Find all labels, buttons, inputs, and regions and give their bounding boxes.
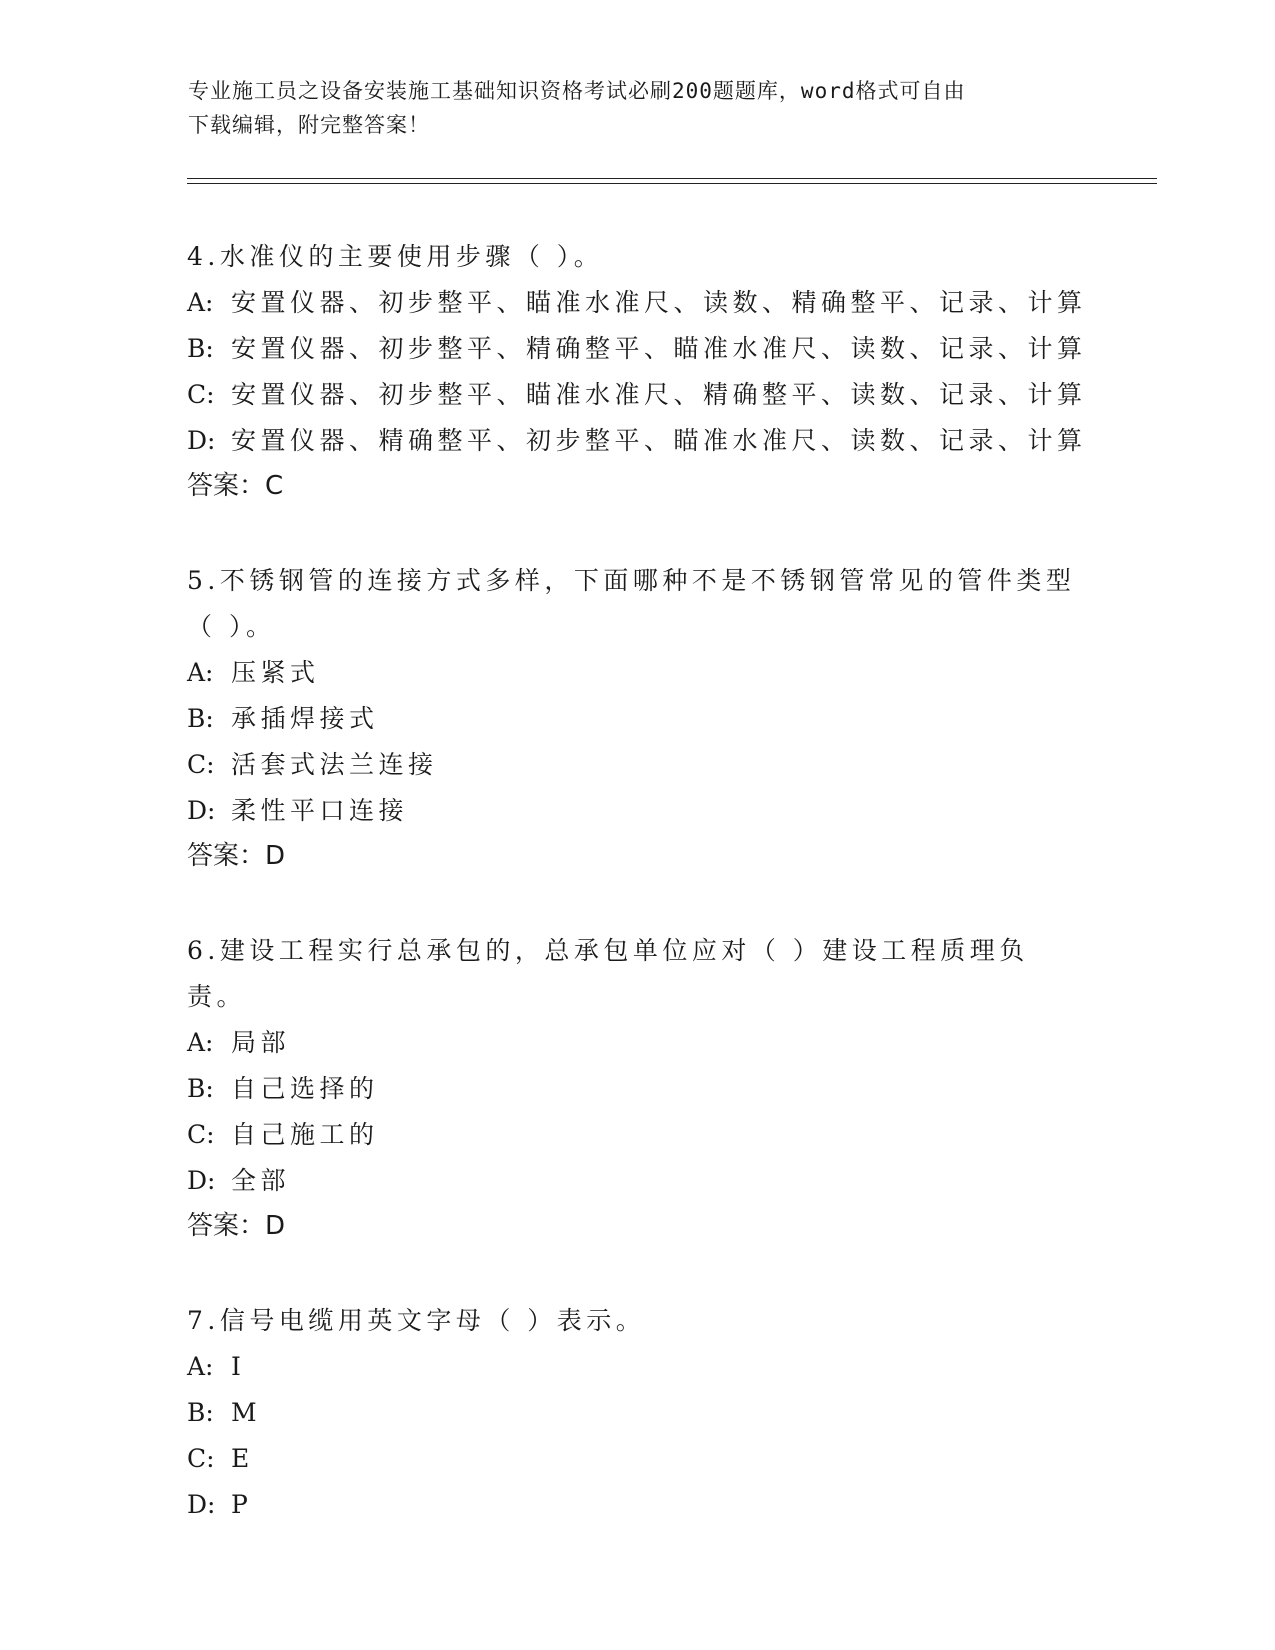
option-text: 安置仪器、精确整平、初步整平、瞄准水准尺、读数、记录、计算 <box>231 426 1087 455</box>
question-7 <box>187 1298 1087 1528</box>
option-letter: B: <box>187 704 214 733</box>
question-gap <box>187 878 1087 928</box>
option-letter: C: <box>187 1120 215 1149</box>
document-header <box>188 74 1088 142</box>
option-text: 自己施工的 <box>231 1120 379 1149</box>
option-letter: C: <box>187 380 215 409</box>
option-c <box>187 742 1087 788</box>
question-5 <box>187 558 1087 878</box>
option-letter: A: <box>187 288 214 317</box>
question-stem: 6.建设工程实行总承包的，总承包单位应对（ ）建设工程质理负责。 <box>187 936 1029 1011</box>
option-letter: A: <box>187 1028 214 1057</box>
header-rule-top <box>187 178 1157 179</box>
option-d <box>187 788 1087 834</box>
option-b <box>187 1390 1087 1436</box>
option-b <box>187 326 1087 372</box>
option-d <box>187 1158 1087 1204</box>
option-letter: D: <box>187 796 216 825</box>
question-gap <box>187 1248 1087 1298</box>
answer-text: 答案：D <box>187 1211 286 1241</box>
option-letter: A: <box>187 1352 214 1381</box>
option-c <box>187 372 1087 418</box>
option-text: 自己选择的 <box>231 1074 379 1103</box>
option-text: 安置仪器、初步整平、瞄准水准尺、读数、精确整平、记录、计算 <box>231 288 1087 317</box>
option-text: 柔性平口连接 <box>231 796 409 825</box>
option-d <box>187 418 1087 464</box>
option-letter: D: <box>187 1490 216 1519</box>
option-text: E <box>231 1444 254 1473</box>
option-letter: B: <box>187 1398 214 1427</box>
option-a <box>187 650 1087 696</box>
answer-text: 答案：D <box>187 841 286 871</box>
option-text: I <box>231 1352 246 1381</box>
option-letter: C: <box>187 1444 215 1473</box>
question-stem-continued: （ ）。 <box>187 612 276 641</box>
option-text: 局部 <box>231 1028 291 1057</box>
option-a <box>187 280 1087 326</box>
header-title-line-2: 下载编辑，附完整答案！ <box>188 113 430 137</box>
option-letter: B: <box>187 1074 214 1103</box>
option-text: P <box>231 1490 253 1519</box>
question-stem: 5.不锈钢管的连接方式多样，下面哪种不是不锈钢管常见的管件类型 <box>187 566 1076 595</box>
header-title-line-1: 专业施工员之设备安装施工基础知识资格考试必刷200题题库，word格式可自由 <box>188 79 966 103</box>
option-b <box>187 1066 1087 1112</box>
question-stem: 7.信号电缆用英文字母（ ）表示。 <box>187 1306 646 1335</box>
option-letter: D: <box>187 426 216 455</box>
question-gap <box>187 508 1087 558</box>
option-text: 全部 <box>231 1166 291 1195</box>
answer-text: 答案：C <box>187 471 284 501</box>
option-letter: A: <box>187 658 214 687</box>
option-a <box>187 1344 1087 1390</box>
option-text: 承插焊接式 <box>231 704 379 733</box>
option-text: 安置仪器、初步整平、精确整平、瞄准水准尺、读数、记录、计算 <box>231 334 1087 363</box>
option-letter: B: <box>187 334 214 363</box>
option-b <box>187 696 1087 742</box>
option-a <box>187 1020 1087 1066</box>
option-d <box>187 1482 1087 1528</box>
question-list <box>187 234 1087 1528</box>
option-text: 活套式法兰连接 <box>231 750 438 779</box>
question-4 <box>187 234 1087 508</box>
option-text: 压紧式 <box>231 658 320 687</box>
header-rule-bottom <box>187 183 1157 184</box>
option-letter: D: <box>187 1166 216 1195</box>
option-letter: C: <box>187 750 215 779</box>
option-c <box>187 1436 1087 1482</box>
question-6 <box>187 928 1087 1248</box>
option-text: M <box>231 1398 262 1427</box>
question-stem: 4.水准仪的主要使用步骤（ ）。 <box>187 242 604 271</box>
option-text: 安置仪器、初步整平、瞄准水准尺、精确整平、读数、记录、计算 <box>231 380 1087 409</box>
option-c <box>187 1112 1087 1158</box>
